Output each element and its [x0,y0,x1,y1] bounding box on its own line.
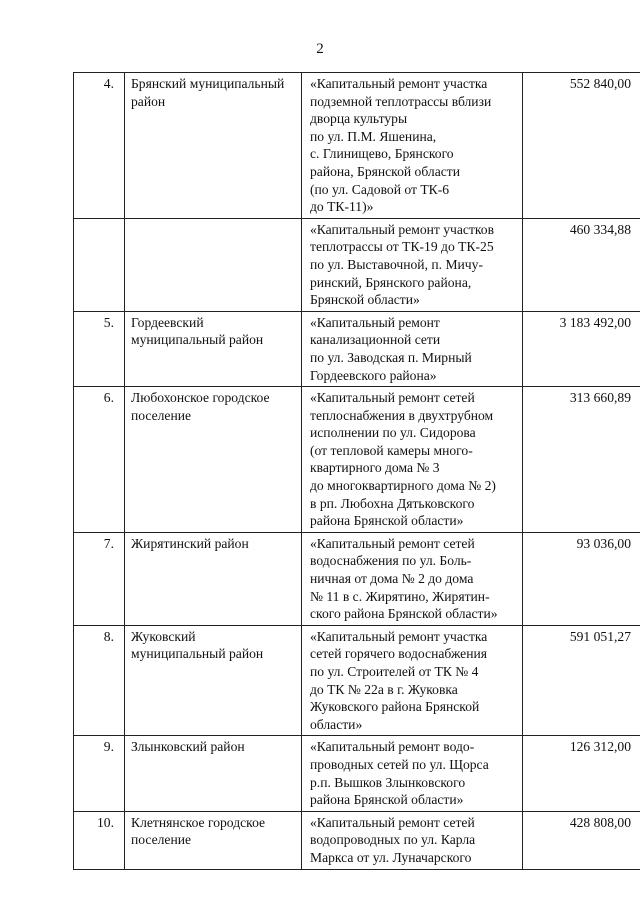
amount-cell: 460 334,88 [523,218,640,311]
project-line: Жуковского района Брянской [310,699,480,715]
row-number-cell: 4. [74,73,125,219]
project-line: до ТК-11)» [310,199,374,215]
table-row [74,73,640,219]
table-row [74,311,640,386]
project-line: (от тепловой камеры много- [310,442,473,458]
row-number-cell: 9. [74,736,125,811]
project-line: водопроводных по ул. Карла [310,832,476,848]
amount-cell: 93 036,00 [523,532,640,625]
project-line: района Брянской области» [310,513,464,529]
project-line: подземной теплотрассы вблизи [310,93,492,109]
row-number-cell: 10. [74,811,125,869]
project-line: до многоквартирного дома № 2) [310,478,496,494]
district-cell [125,387,302,533]
project-line: р.п. Вышков Злынковского [310,774,466,790]
project-line: по ул. Выставочной, п. Мичу- [310,256,483,272]
table-body [74,73,640,870]
district-line: Жирятинский район [131,535,249,551]
amount-cell: 313 660,89 [523,387,640,533]
district-line: Любохонское городское [131,390,270,406]
project-line: «Капитальный ремонт водо- [310,739,475,755]
project-line: Брянской области» [310,292,420,308]
row-number-cell [74,218,125,311]
amount-cell: 552 840,00 [523,73,640,219]
district-line: Брянский муниципальный [131,76,285,91]
page-number: 2 [316,41,324,57]
project-line: «Капитальный ремонт участка [310,76,488,91]
district-cell [125,532,302,625]
grants-table [73,72,640,870]
project-line: области» [310,716,363,732]
district-cell [125,73,302,219]
project-line: по ул. П.М. Яшенина, [310,128,437,144]
district-line: Гордеевский [131,314,204,330]
project-line: в рп. Любохна Дятьковского [310,495,475,511]
table-row [74,387,640,533]
district-cell [125,736,302,811]
project-line: «Капитальный ремонт [310,314,440,330]
amount-cell: 3 183 492,00 [523,311,640,386]
project-line: Гордеевского района» [310,367,437,383]
table-row [74,532,640,625]
amount-cell: 428 808,00 [523,811,640,869]
project-line: водоснабжения по ул. Боль- [310,553,472,569]
amount-cell: 126 312,00 [523,736,640,811]
district-line: Жуковский [131,628,196,644]
project-line: района Брянской области» [310,792,464,808]
row-number-cell: 7. [74,532,125,625]
project-line: № 11 в с. Жирятино, Жирятин- [310,588,490,604]
project-cell [302,532,523,625]
table-row [74,625,640,736]
table-row [74,811,640,869]
district-line: район [131,93,166,109]
project-line: ринский, Брянского района, [310,274,472,290]
district-line: поселение [131,407,192,423]
project-line: Маркса от ул. Луначарского [310,849,472,865]
district-line: Клетнянское городское [131,814,266,830]
project-line: до ТК № 22а в г. Жуковка [310,681,458,697]
project-line: ского района Брянской области» [310,606,498,622]
project-line: «Капитальный ремонт сетей [310,814,475,830]
project-line: канализационной сети [310,332,441,348]
district-cell [125,311,302,386]
project-line: по ул. Заводская п. Мирный [310,349,472,365]
project-line: с. Глинищево, Брянского [310,146,454,162]
row-number-cell: 8. [74,625,125,736]
project-line: по ул. Строителей от ТК № 4 [310,664,479,679]
project-line: проводных сетей по ул. Щорса [310,756,489,772]
project-line: теплотрассы от ТК-19 до ТК-25 [310,239,494,255]
project-cell [302,736,523,811]
project-line: «Капитальный ремонт участка [310,628,488,644]
project-line: «Капитальный ремонт сетей [310,535,475,551]
amount-cell: 591 051,27 [523,625,640,736]
district-cell [125,811,302,869]
project-line: «Капитальный ремонт сетей [310,390,475,406]
project-cell [302,311,523,386]
table-row [74,218,640,311]
project-cell [302,625,523,736]
district-line: Злынковский район [131,739,245,755]
project-line: дворца культуры [310,111,408,127]
table-row [74,736,640,811]
project-line: (по ул. Садовой от ТК-6 [310,181,450,197]
project-line: теплоснабжения в двухтрубном [310,407,494,423]
project-line: исполнении по ул. Сидорова [310,425,476,441]
row-number-cell: 5. [74,311,125,386]
project-line: района, Брянской области [310,163,460,179]
row-number-cell: 6. [74,387,125,533]
project-line: «Капитальный ремонт участков [310,221,495,237]
project-cell [302,387,523,533]
project-cell [302,811,523,869]
district-cell [125,625,302,736]
district-line: муниципальный район [131,646,264,662]
project-line: ничная от дома № 2 до дома [310,571,474,587]
district-cell [125,218,302,311]
district-line: поселение [131,832,192,848]
project-line: сетей горячего водоснабжения [310,646,488,662]
project-cell [302,73,523,219]
project-line: квартирного дома № 3 [310,460,440,476]
project-cell [302,218,523,311]
district-line: муниципальный район [131,332,264,348]
